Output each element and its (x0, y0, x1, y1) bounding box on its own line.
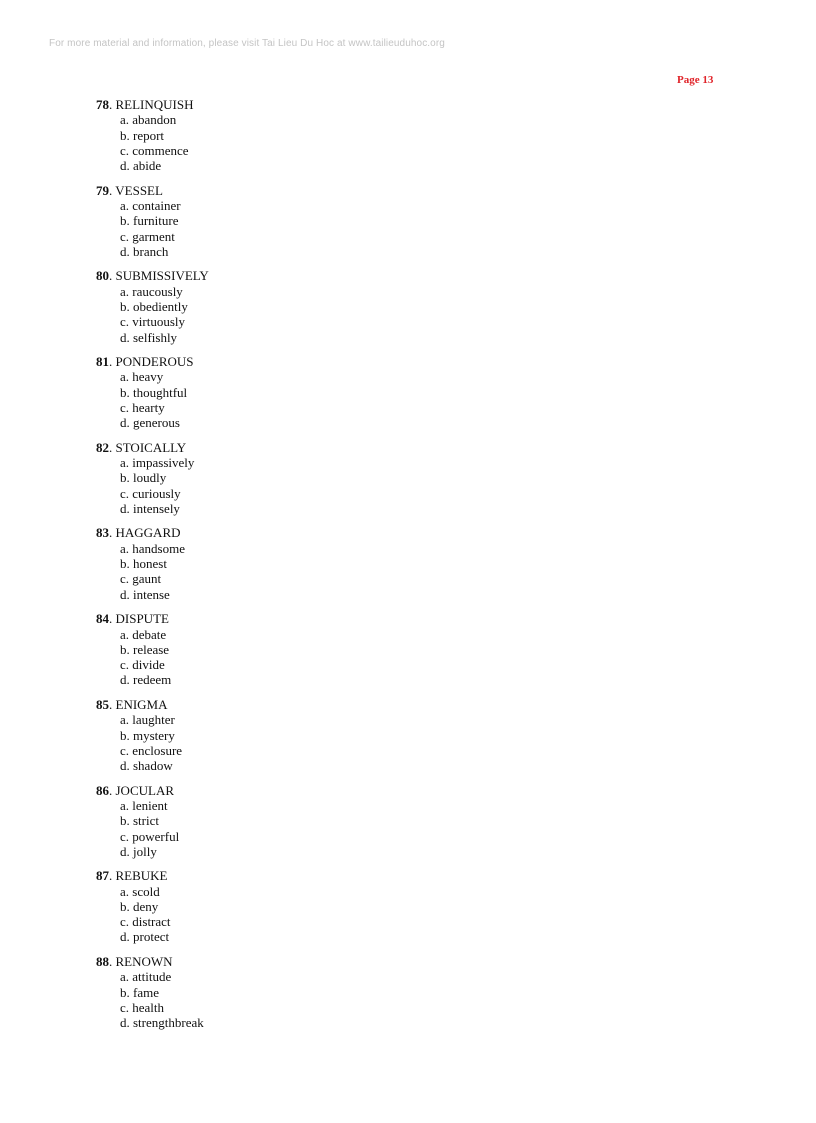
answer-option: d. shadow (120, 758, 173, 774)
answer-options (96, 198, 496, 259)
answer-option: c. commence (120, 143, 189, 158)
answer-option: b. honest (120, 556, 167, 572)
question-item (96, 183, 496, 269)
question-heading (96, 783, 496, 798)
answer-option: c. powerful (120, 828, 180, 844)
answer-option: a. scold (120, 883, 160, 899)
answer-options (96, 541, 496, 602)
answer-option: b. loudly (120, 470, 167, 486)
question-separator: . (109, 525, 116, 541)
answer-option: a. handsome (120, 540, 185, 556)
answer-option: b. thoughtful (120, 384, 188, 400)
answer-options (96, 798, 496, 859)
question-heading (96, 611, 496, 626)
answer-option: a. impassively (120, 455, 195, 471)
answer-options (96, 369, 496, 430)
answer-option: d. redeem (120, 672, 172, 688)
answer-option: d. strengthbreak (120, 1015, 204, 1031)
question-number: 87 (96, 868, 109, 884)
answer-option: b. obediently (120, 299, 188, 315)
question-number: 82 (96, 439, 109, 455)
answer-option: c. gaunt (120, 571, 162, 587)
answer-option: c. curiously (120, 485, 181, 501)
page-number: Page 13 (677, 74, 714, 86)
question-item (96, 611, 496, 697)
answer-option: b. strict (120, 813, 159, 829)
question-item (96, 783, 496, 869)
answer-option: c. hearty (120, 400, 165, 416)
question-heading (96, 954, 496, 969)
question-number: 84 (96, 611, 109, 627)
question-word: SUBMISSIVELY (115, 268, 209, 284)
question-heading (96, 183, 496, 198)
question-item (96, 525, 496, 611)
question-heading (96, 868, 496, 883)
answer-option: b. release (120, 641, 170, 657)
question-separator: . (109, 611, 116, 627)
question-separator: . (109, 97, 116, 112)
answer-option: c. garment (120, 228, 175, 244)
question-number: 83 (96, 525, 109, 541)
question-word: REBUKE (115, 868, 168, 884)
question-list (96, 97, 496, 1040)
question-word: PONDEROUS (115, 354, 194, 370)
answer-option: c. distract (120, 914, 171, 930)
question-word: HAGGARD (115, 525, 181, 541)
question-number: 88 (96, 953, 109, 969)
question-item (96, 868, 496, 954)
answer-option: d. abide (120, 158, 162, 174)
answer-option: b. fame (120, 984, 159, 1000)
answer-option: b. deny (120, 898, 159, 914)
question-heading (96, 268, 496, 283)
question-number: 80 (96, 268, 109, 284)
question-separator: . (109, 354, 116, 370)
answer-option: a. laughter (120, 712, 175, 728)
question-word: DISPUTE (115, 611, 169, 627)
answer-option: d. intensely (120, 501, 180, 517)
answer-option: b. mystery (120, 727, 175, 743)
question-number: 79 (96, 182, 109, 198)
question-item (96, 268, 496, 354)
question-word: JOCULAR (115, 782, 175, 798)
answer-option: a. container (120, 198, 181, 214)
question-heading (96, 440, 496, 455)
question-separator: . (109, 953, 116, 969)
question-word: RELINQUISH (115, 97, 194, 112)
question-heading (96, 697, 496, 712)
answer-options (96, 884, 496, 945)
watermark-text: For more material and information, please visit Tai Lieu Du Hoc at www.tailieuduhoc.org (49, 38, 445, 49)
question-number: 85 (96, 696, 109, 712)
question-number: 78 (96, 97, 109, 112)
answer-option: a. heavy (120, 369, 164, 385)
question-separator: . (109, 268, 116, 284)
answer-option: a. attitude (120, 969, 172, 985)
question-number: 86 (96, 782, 109, 798)
question-item (96, 954, 496, 1040)
answer-options (96, 455, 496, 516)
answer-option: a. lenient (120, 797, 168, 813)
answer-option: c. divide (120, 657, 165, 673)
answer-options (96, 712, 496, 773)
question-word: ENIGMA (115, 696, 168, 712)
question-heading (96, 525, 496, 540)
answer-option: b. report (120, 127, 165, 143)
answer-options (96, 112, 496, 173)
question-word: RENOWN (115, 953, 173, 969)
question-separator: . (109, 182, 116, 198)
question-separator: . (109, 439, 116, 455)
answer-option: d. generous (120, 415, 180, 431)
answer-option: b. furniture (120, 213, 179, 229)
answer-option: a. raucously (120, 283, 183, 299)
answer-option: d. protect (120, 929, 170, 945)
answer-option: a. debate (120, 626, 167, 642)
answer-options (96, 969, 496, 1030)
question-item (96, 440, 496, 526)
question-word: STOICALLY (115, 439, 187, 455)
answer-option: c. virtuously (120, 314, 185, 330)
question-heading (96, 354, 496, 369)
question-separator: . (109, 868, 116, 884)
question-item (96, 354, 496, 440)
answer-option: a. abandon (120, 112, 177, 128)
answer-option: c. enclosure (120, 742, 183, 758)
answer-option: d. branch (120, 243, 169, 259)
question-number: 81 (96, 354, 109, 370)
answer-option: d. selfishly (120, 329, 178, 345)
answer-option: d. intense (120, 586, 170, 602)
answer-options (96, 627, 496, 688)
question-item (96, 697, 496, 783)
answer-options (96, 284, 496, 345)
question-item (96, 97, 496, 183)
answer-option: d. jolly (120, 843, 157, 859)
question-heading (96, 97, 496, 112)
question-separator: . (109, 782, 116, 798)
answer-option: c. health (120, 999, 165, 1015)
question-word: VESSEL (115, 182, 163, 198)
question-separator: . (109, 696, 116, 712)
